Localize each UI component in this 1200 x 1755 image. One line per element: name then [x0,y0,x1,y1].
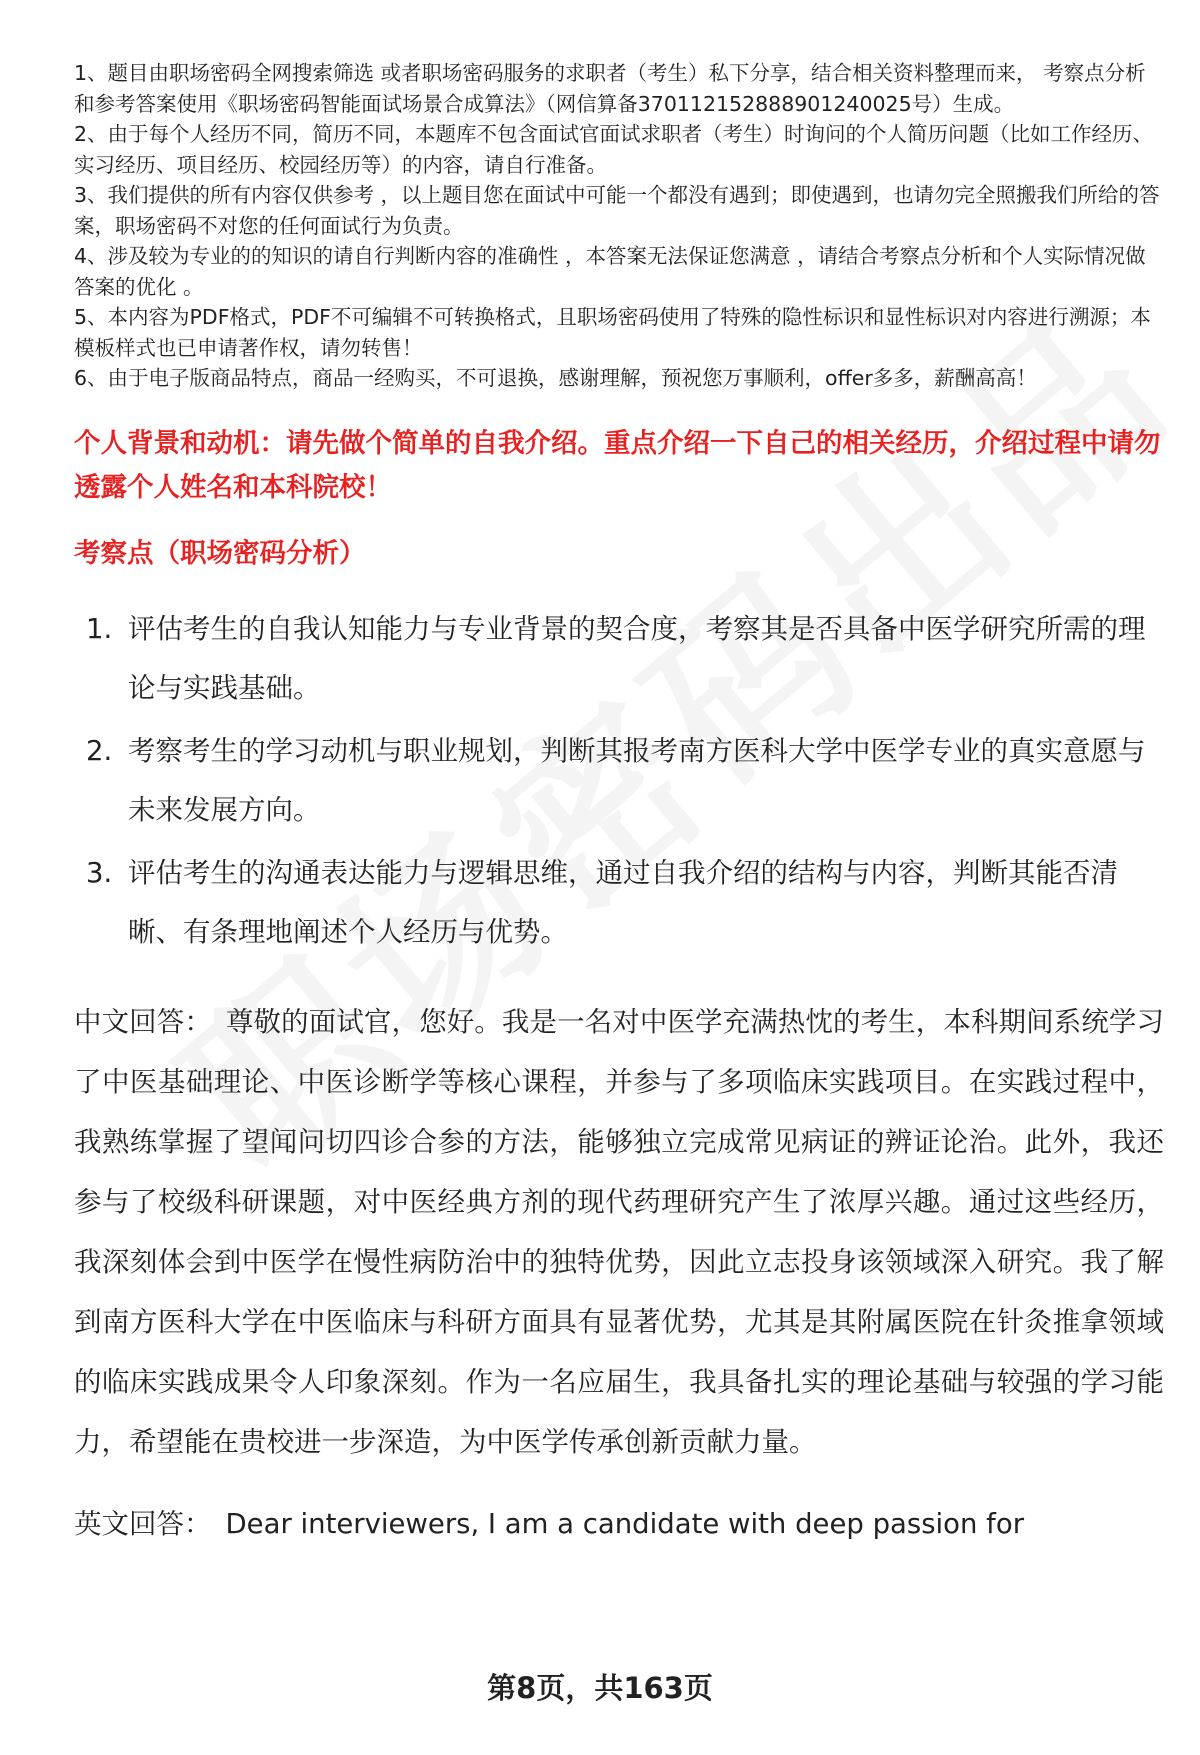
notice-item: 2、由于每个人经历不同，简历不同，本题库不包含面试官面试求职者（考生）时询问的个人简历问题（比如工作经历、实习经历、项目经历、校园经历等）的内容，请自行准备。 [74,122,1154,177]
notice-item: 5、本内容为PDF格式，PDF不可编辑不可转换格式，且职场密码使用了特殊的隐性标识和显性标识对内容进行溯源；本模板样式也已申请著作权，请勿转售！ [74,305,1151,360]
point-number: 1. [86,612,113,645]
analysis-point [74,844,1164,962]
notice-item: 6、由于电子版商品特点，商品一经购买，不可退换，感谢理解，预祝您万事顺利，offer多多，薪酬高高！ [74,366,1037,390]
chinese-answer-text: 尊敬的面试官，您好。我是一名对中医学充满热忱的考生，本科期间系统学习了中医基础理论、中医诊断学等核心课程，并参与了多项临床实践项目。在实践过程中，我熟练掌握了望闻问切四诊合参的方法，能够独立完成常见病证的辨证论治。此外，我还参与了校级科研课题，对中医经典方剂的现代药理研究产生了浓厚兴趣。通过这些经历，我深刻体会到中医学在慢性病防治中的独特优势，因此立志投身该领域深入研究。我了解到南方医科大学在中医临床与科研方面具有显著优势，尤其是其附属医院在针灸推拿领域的临床实践成果令人印象深刻。作为一名应届生，我具备扎实的理论基础与较强的学习能力，希望能在贵校进一步深造，为中医学传承创新贡献力量。 [74,1005,1165,1458]
analysis-points [74,600,1164,962]
point-text: 评估考生的自我认知能力与专业背景的契合度，考察其是否具备中医学研究所需的理论与实践基础。 [128,612,1146,704]
analysis-point [74,600,1164,718]
english-answer-text: Dear interviewers, I am a candidate with deep passion for [225,1507,1024,1540]
point-text: 考察考生的学习动机与职业规划，判断其报考南方医科大学中医学专业的真实意愿与未来发展方向。 [128,734,1146,826]
english-answer [74,1494,1164,1554]
document-body [74,58,1164,1554]
chinese-answer-label: 中文回答： [74,1005,212,1038]
page-number: 第8页，共163页 [487,1671,713,1705]
interview-question: 个人背景和动机：请先做个简单的自我介绍。重点介绍一下自己的相关经历，介绍过程中请勿透露个人姓名和本科院校！ [74,427,1161,503]
english-answer-label: 英文回答： [74,1507,212,1540]
notice-item: 1、题目由职场密码全网搜索筛选 或者职场密码服务的求职者（考生）私下分享，结合相关资料整理而来， 考察点分析和参考答案使用《职场密码智能面试场景合成算法》（网信算备370112152888901240025号）生成。 [74,61,1146,116]
point-text: 评估考生的沟通表达能力与逻辑思维，通过自我介绍的结构与内容，判断其能否清晰、有条理地阐述个人经历与优势。 [128,856,1118,948]
point-number: 2. [86,734,113,767]
notice-item: 4、涉及较为专业的的知识的请自行判断内容的准确性 ，本答案无法保证您满意 ，请结合考察点分析和个人实际情况做答案的优化 。 [74,244,1146,299]
notice-list [74,58,1164,394]
analysis-point [74,722,1164,840]
notice-item: 3、我们提供的所有内容仅供参考 ，以上题目您在面试中可能一个都没有遇到；即使遇到，也请勿完全照搬我们所给的答案，职场密码不对您的任何面试行为负责。 [74,183,1160,238]
point-number: 3. [86,856,113,889]
chinese-answer [74,992,1164,1472]
analysis-title: 考察点（职场密码分析） [74,537,366,569]
